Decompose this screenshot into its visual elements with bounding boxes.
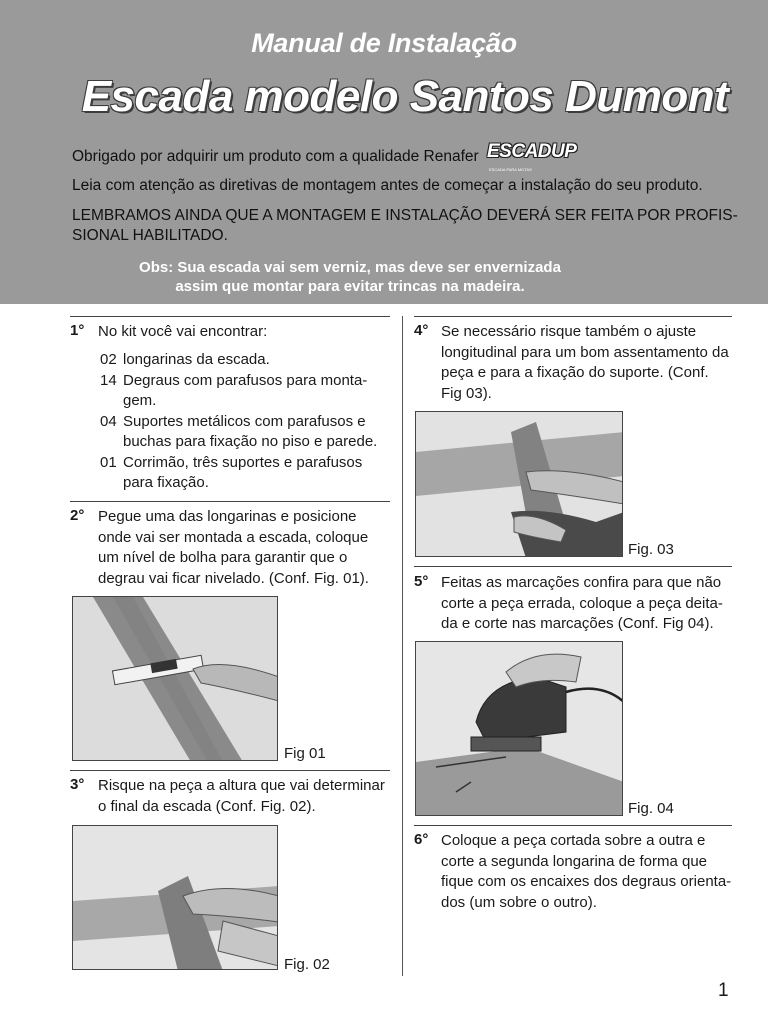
figure-02-illustration — [73, 826, 278, 970]
kit-item-qty: 14 — [100, 371, 117, 389]
intro-thanks-text: Obrigado por adquirir um produto com a qualidade Renafer — [72, 148, 479, 165]
page-number: 1 — [718, 980, 729, 1001]
kit-item-text: Corrimão, três suportes e parafusos para fixação. — [123, 453, 363, 491]
kit-item — [100, 412, 390, 453]
figure-01-photo — [72, 596, 278, 761]
figure-04-caption: Fig. 04 — [628, 800, 674, 817]
figure-01-illustration — [73, 597, 278, 761]
step-1-text: No kit você vai encontrar: — [98, 323, 268, 340]
step-1-rule — [70, 316, 390, 317]
kit-item-qty: 01 — [100, 453, 117, 471]
figure-01-caption: Fig 01 — [284, 745, 326, 762]
step-4-rule — [414, 316, 732, 317]
figure-03-photo — [415, 411, 623, 557]
manual-subtitle: Manual de Instalação — [251, 28, 517, 58]
kit-list — [100, 350, 390, 494]
step-2-text: Pegue uma das longarinas e posicione onde vai ser montada a escada, coloque um nível de bolha para garantir que o degrau vai ficar nivelado. (Conf. Fig. 01). — [98, 508, 369, 587]
header-banner — [0, 0, 768, 304]
step-6-rule — [414, 825, 732, 826]
obs-line-2: assim que montar para evitar trincas na madeira. — [175, 278, 525, 295]
figure-02-caption: Fig. 02 — [284, 956, 330, 973]
manual-title: Escada modelo Santos Dumont — [81, 72, 729, 121]
step-2-number: 2° — [70, 507, 85, 524]
kit-item-qty: 02 — [100, 351, 117, 368]
obs-note — [0, 258, 700, 296]
kit-item — [100, 350, 390, 371]
step-3-text: Risque na peça a altura que vai determinar o final da escada (Conf. Fig. 02). — [98, 777, 385, 815]
step-5-rule — [414, 566, 732, 567]
step-3-rule — [70, 770, 390, 771]
figure-04-photo — [415, 641, 623, 816]
logo-subtext: ESCADA PARA MOTAS — [489, 167, 532, 172]
obs-line-1: Obs: Sua escada vai sem verniz, mas deve ser envernizada — [139, 259, 561, 276]
figure-03-caption: Fig. 03 — [628, 541, 674, 558]
escadup-logo — [487, 141, 577, 172]
intro-thanks — [72, 141, 740, 172]
step-2-rule — [70, 501, 390, 502]
kit-item-qty: 04 — [100, 412, 117, 430]
kit-item-text: Suportes metálicos com parafusos e buchas para fixação no piso e parede. — [123, 412, 378, 450]
kit-item — [100, 371, 390, 412]
kit-item-text: longarinas da escada. — [123, 351, 270, 368]
intro-warning: LEMBRAMOS AINDA QUE A MONTAGEM E INSTALAÇÃO DEVERÁ SER FEITA POR PROFIS-SIONAL HABILITADO. — [72, 207, 738, 244]
figure-02-photo — [72, 825, 278, 970]
kit-item-text: Degraus com parafusos para monta-gem. — [123, 371, 368, 409]
step-4-text: Se necessário risque também o ajuste longitudinal para um bom assentamento da peça e para a fixação do suporte. (Conf. Fig 03). — [441, 323, 729, 402]
column-divider — [402, 316, 403, 976]
intro-read: Leia com atenção as diretivas de montagem antes de começar a instalação do seu produto. — [72, 177, 703, 194]
step-4-number: 4° — [414, 322, 429, 339]
step-3-number: 3° — [70, 776, 85, 793]
figure-03-illustration — [416, 412, 623, 557]
step-5-text: Feitas as marcações confira para que não corte a peça errada, coloque a peça deita-da e corte nas marcações (Conf. Fig 04). — [441, 574, 723, 632]
kit-item — [100, 453, 390, 494]
step-5-number: 5° — [414, 573, 429, 590]
step-6-number: 6° — [414, 831, 429, 848]
step-1-number: 1° — [70, 322, 85, 339]
logo-text: ESCADUP — [487, 141, 577, 162]
figure-04-illustration — [416, 642, 623, 816]
step-6-text: Coloque a peça cortada sobre a outra e corte a segunda longarina de forma que fique com os encaixes dos degraus orienta-dos (um sobre o outro). — [441, 832, 732, 911]
